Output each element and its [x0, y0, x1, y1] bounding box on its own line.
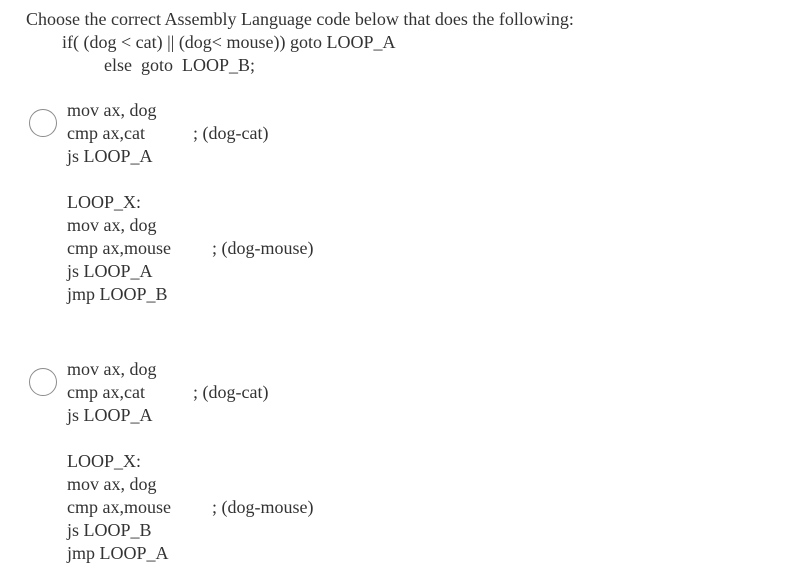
question-else: else goto LOOP_B;: [104, 55, 255, 75]
code-line: cmp ax,mouse ; (dog-mouse): [67, 238, 314, 258]
question-condition: if( (dog < cat) || (dog< mouse)) goto LOOP_A: [62, 32, 396, 52]
code-label: LOOP_X:: [67, 451, 142, 471]
code-line: mov ax, dog: [67, 215, 157, 235]
code-comment: ; (dog-cat): [193, 382, 269, 402]
code-comment: ; (dog-mouse): [212, 238, 314, 258]
code-line: jmp LOOP_A: [67, 543, 169, 563]
code-line-blank: [67, 427, 171, 450]
code-line: mov ax, dog: [67, 100, 157, 120]
radio-button-option-2[interactable]: [29, 368, 57, 396]
code-line: js LOOP_A: [67, 261, 153, 281]
code-line: js LOOP_A: [67, 146, 153, 166]
option-2-code: [67, 358, 314, 565]
question-prompt: [26, 8, 786, 77]
code-line: mov ax, dog: [67, 359, 157, 379]
code-line-blank: [67, 168, 171, 191]
option-1-code: [67, 99, 314, 306]
code-label: LOOP_X:: [67, 192, 142, 212]
code-comment: ; (dog-mouse): [212, 497, 314, 517]
code-line: cmp ax,cat ; (dog-cat): [67, 382, 269, 402]
code-comment: ; (dog-cat): [193, 123, 269, 143]
question-text: Choose the correct Assembly Language code below that does the following:: [26, 9, 574, 29]
radio-button-option-1[interactable]: [29, 109, 57, 137]
code-line: cmp ax,mouse ; (dog-mouse): [67, 497, 314, 517]
code-line: cmp ax,cat ; (dog-cat): [67, 123, 269, 143]
code-line: jmp LOOP_B: [67, 284, 168, 304]
code-line: mov ax, dog: [67, 474, 157, 494]
code-line: js LOOP_B: [67, 520, 152, 540]
code-line: js LOOP_A: [67, 405, 153, 425]
